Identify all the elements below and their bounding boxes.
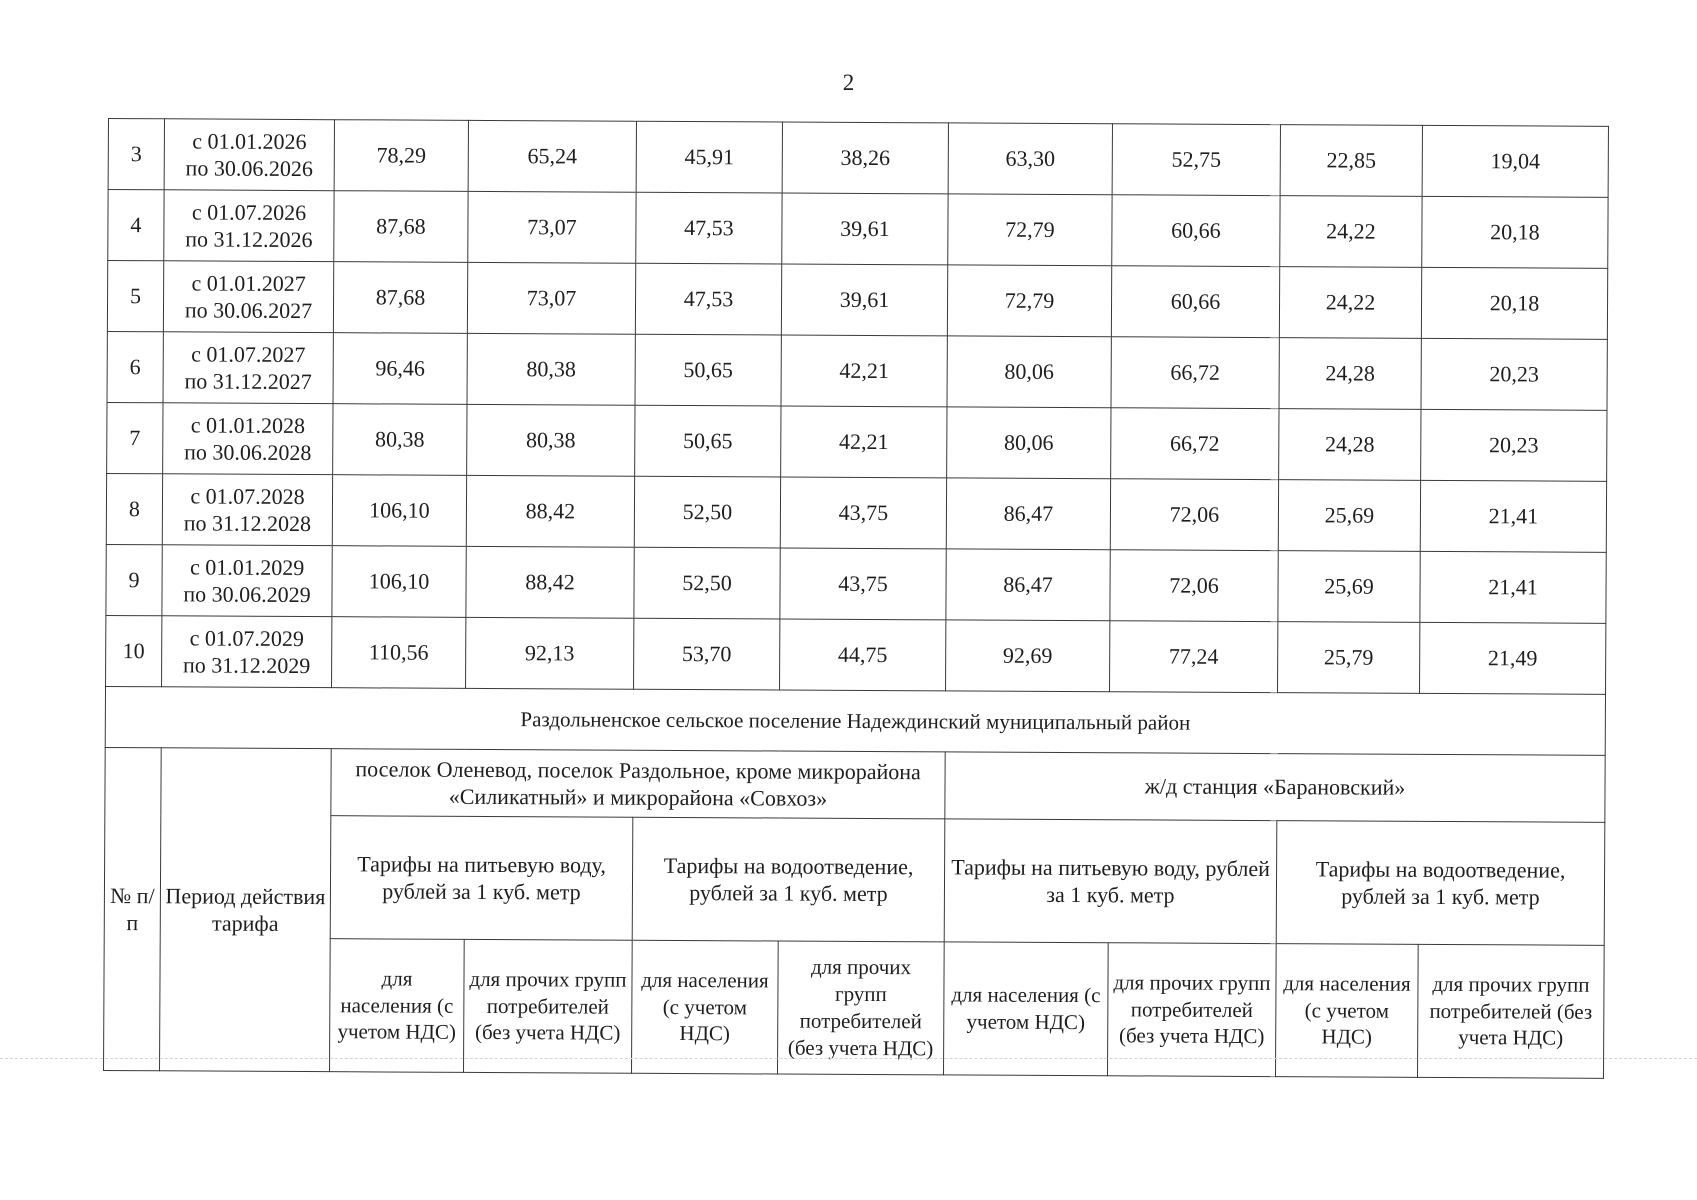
header-others-no-vat: для прочих групп потребителей (без учета НДС) — [778, 941, 945, 1075]
tariff-value: 20,23 — [1421, 338, 1607, 410]
row-number: 7 — [107, 402, 163, 473]
period-from: с 01.01.2028 — [190, 411, 306, 438]
tariff-value: 66,72 — [1111, 408, 1279, 480]
header-area-1-sewage: Тарифы на водоотведение, рублей за 1 куб. метр — [632, 817, 945, 942]
tariff-value: 47,53 — [635, 263, 781, 335]
row-number: 6 — [107, 331, 163, 402]
tariff-value: 24,22 — [1279, 267, 1421, 339]
period-to: по 30.06.2028 — [184, 439, 312, 466]
row-period — [163, 261, 333, 333]
tariff-value: 19,04 — [1422, 125, 1608, 197]
tariff-value: 47,53 — [636, 192, 782, 264]
tariff-value: 88,42 — [466, 475, 634, 547]
tariff-value: 50,65 — [635, 334, 781, 406]
tariff-value: 42,21 — [781, 406, 947, 478]
period-to: по 31.12.2026 — [185, 226, 313, 253]
tariff-value: 25,79 — [1278, 622, 1420, 694]
tariff-value: 87,68 — [334, 191, 468, 263]
table-row — [106, 473, 1606, 552]
tariff-value: 72,79 — [947, 265, 1111, 337]
header-others-no-vat: для прочих групп потребителей (без учета НДС) — [1417, 944, 1604, 1078]
tariff-value: 53,70 — [634, 618, 780, 690]
tariff-value: 80,38 — [467, 404, 635, 476]
tariff-value: 72,79 — [948, 194, 1112, 266]
table-row — [106, 544, 1606, 623]
table-row — [107, 402, 1607, 481]
row-period — [162, 474, 332, 546]
tariff-value: 20,23 — [1421, 409, 1607, 481]
row-number: 3 — [108, 119, 164, 190]
tariff-data-rows — [106, 119, 1609, 695]
tariff-value: 96,46 — [333, 333, 467, 405]
tariff-value: 20,18 — [1421, 267, 1607, 339]
header-period: Период действия тарифа — [160, 748, 332, 1072]
period-from: с 01.01.2029 — [189, 553, 305, 580]
tariff-value: 72,06 — [1110, 550, 1278, 622]
tariff-value: 52,50 — [634, 476, 780, 548]
tariff-value: 20,18 — [1422, 196, 1608, 268]
row-period — [162, 616, 332, 688]
tariff-value: 110,56 — [332, 617, 466, 689]
tariff-value: 43,75 — [780, 477, 946, 549]
tariff-table — [103, 118, 1609, 1079]
period-from: с 01.01.2026 — [192, 127, 307, 154]
tariff-value: 21,41 — [1420, 480, 1606, 552]
tariff-value: 86,47 — [946, 478, 1110, 550]
tariff-value: 21,41 — [1420, 551, 1606, 623]
header-population-vat: для населения (с учетом НДС) — [1275, 944, 1418, 1078]
table-row — [107, 261, 1607, 340]
tariff-value: 65,24 — [468, 120, 636, 192]
scan-fold-line — [0, 1058, 1697, 1059]
period-from: с 01.07.2026 — [191, 198, 307, 225]
header-area-2-sewage: Тарифы на водоотведение, рублей за 1 куб. метр — [1276, 821, 1605, 946]
period-to: по 30.06.2026 — [185, 155, 313, 182]
row-period — [164, 190, 334, 262]
header-population-vat: для населения (с учетом НДС) — [632, 940, 779, 1074]
row-number: 4 — [108, 190, 164, 261]
tariff-value: 52,50 — [634, 547, 780, 619]
table-row — [107, 331, 1607, 410]
header-population-vat: для населения (с учетом НДС) — [330, 939, 465, 1073]
tariff-value: 50,65 — [635, 405, 781, 477]
header-others-no-vat: для прочих групп потребителей (без учета НДС) — [464, 939, 633, 1073]
tariff-value: 38,26 — [782, 122, 948, 194]
tariff-value: 72,06 — [1110, 479, 1278, 551]
tariff-value: 25,69 — [1278, 480, 1420, 552]
tariff-value: 22,85 — [1280, 125, 1422, 197]
header-others-no-vat: для прочих групп потребителей (без учета НДС) — [1107, 943, 1276, 1077]
tariff-value: 25,69 — [1278, 551, 1420, 623]
tariff-value: 52,75 — [1112, 124, 1280, 196]
section-title: Раздольненское сельское поселение Надеждинский муниципальный район — [105, 686, 1605, 755]
tariff-value: 21,49 — [1420, 622, 1606, 694]
tariff-value: 45,91 — [636, 121, 782, 193]
table-row — [106, 615, 1606, 694]
tariff-value: 24,28 — [1279, 338, 1421, 410]
tariff-value: 39,61 — [781, 264, 947, 336]
tariff-value: 78,29 — [334, 120, 468, 192]
tariff-value: 63,30 — [948, 123, 1112, 195]
period-from: с 01.07.2028 — [190, 482, 305, 509]
header-area-2-water: Тарифы на питьевую воду, рублей за 1 куб. метр — [944, 819, 1277, 944]
header-population-vat: для населения (с учетом НДС) — [944, 942, 1109, 1076]
tariff-value: 106,10 — [332, 475, 466, 547]
tariff-value: 24,22 — [1280, 196, 1422, 268]
tariff-value: 42,21 — [781, 335, 947, 407]
tariff-value: 43,75 — [780, 548, 946, 620]
row-number: 9 — [106, 544, 162, 615]
tariff-value: 92,69 — [946, 620, 1110, 692]
tariff-value: 44,75 — [780, 619, 946, 691]
section-header — [104, 686, 1606, 1078]
tariff-value: 39,61 — [782, 193, 948, 265]
table-row — [108, 119, 1608, 198]
row-period — [163, 403, 333, 475]
period-to: по 30.06.2029 — [183, 581, 311, 608]
tariff-value: 73,07 — [467, 262, 635, 334]
period-to: по 31.12.2029 — [182, 652, 311, 679]
row-number: 8 — [106, 473, 162, 544]
header-num: № п/п — [104, 747, 162, 1070]
header-area-2: ж/д станция «Барановский» — [945, 752, 1605, 822]
period-to: по 31.12.2027 — [184, 368, 312, 395]
row-number: 5 — [107, 261, 163, 332]
tariff-value: 86,47 — [946, 549, 1110, 621]
tariff-value: 60,66 — [1111, 266, 1279, 338]
table-row — [108, 190, 1608, 269]
tariff-value: 106,10 — [332, 546, 466, 618]
tariff-value: 77,24 — [1110, 621, 1278, 693]
row-period — [163, 332, 333, 404]
header-area-1: поселок Оленевод, поселок Раздольное, кроме микрорайона «Силикатный» и микрорайона «Совхоз» — [331, 749, 945, 819]
tariff-value: 80,38 — [333, 404, 467, 476]
tariff-value: 80,06 — [947, 407, 1111, 479]
tariff-value: 80,06 — [947, 336, 1111, 408]
period-from: с 01.01.2027 — [191, 269, 306, 296]
tariff-value: 60,66 — [1112, 195, 1280, 267]
row-period — [162, 545, 332, 617]
tariff-value: 73,07 — [468, 191, 636, 263]
row-period — [164, 119, 334, 191]
tariff-value: 66,72 — [1111, 337, 1279, 409]
page-number: 2 — [842, 70, 855, 95]
tariff-value: 88,42 — [466, 546, 634, 618]
period-to: по 30.06.2027 — [184, 297, 313, 324]
tariff-value: 87,68 — [333, 262, 467, 334]
tariff-value: 92,13 — [466, 617, 634, 689]
tariff-value: 24,28 — [1279, 409, 1421, 481]
header-area-1-water: Тарифы на питьевую воду, рублей за 1 куб. метр — [330, 816, 633, 941]
period-from: с 01.07.2027 — [191, 340, 306, 367]
row-number: 10 — [106, 615, 162, 686]
period-from: с 01.07.2029 — [189, 624, 304, 651]
period-to: по 31.12.2028 — [183, 510, 312, 537]
tariff-value: 80,38 — [467, 333, 635, 405]
